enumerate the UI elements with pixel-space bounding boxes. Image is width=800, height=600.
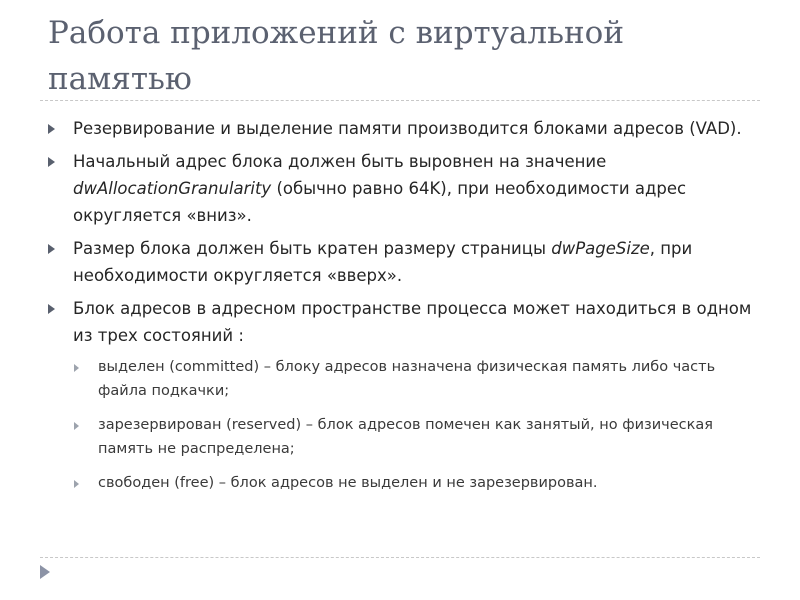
triangle-bullet-icon [48,304,55,314]
small-triangle-bullet-icon [74,422,79,430]
bullet-text-start: Начальный адрес блока должен быть выровнен на значение [73,152,607,171]
triangle-bullet-icon [48,157,55,167]
bullet-text: Резервирование и выделение памяти производится блоками адресов (VAD). [73,119,742,138]
bullet-text-end: (обычно равно 64K), при необходимости адрес округляется «вниз». [73,179,687,225]
triangle-bullet-icon [48,124,55,134]
bullet-text-end: , при необходимости округляется «вверх». [73,239,693,285]
bullet-item-alignment [48,148,753,229]
footer-divider [40,557,760,558]
bullet-list [48,115,753,505]
slide-title-line-1: Работа приложений с виртуальной [48,15,624,51]
sub-item-text: зарезервирован (reserved) – блок адресов помечен как занятый, но физическая память не распределена; [98,417,713,457]
bullet-text: Блок адресов в адресном пространстве процесса может находиться в одном из трех состояний : [73,299,752,345]
bullet-item-vad [48,115,753,142]
bullet-item-states [48,295,753,495]
bullet-text-start: Размер блока должен быть кратен размеру страницы [73,239,552,258]
slide-title [48,10,768,102]
sub-item-committed [73,355,753,403]
term-page-size: dwPageSize [551,239,650,258]
term-allocation-granularity: dwAllocationGranularity [73,179,272,198]
small-triangle-bullet-icon [74,480,79,488]
slide-title-line-2: памятью [48,61,192,97]
sub-item-text: свободен (free) – блок адресов не выделен и не зарезервирован. [98,475,598,491]
bullet-item-page-size [48,235,753,289]
sub-item-free [73,471,753,495]
small-triangle-bullet-icon [74,364,79,372]
sub-item-reserved [73,413,753,461]
sub-item-text: выделен (committed) – блоку адресов назначена физическая память либо часть файла подкачки; [98,359,716,399]
triangle-bullet-icon [48,244,55,254]
title-divider [40,100,760,101]
next-slide-arrow-icon[interactable] [40,565,50,579]
states-sub-list [73,355,753,495]
